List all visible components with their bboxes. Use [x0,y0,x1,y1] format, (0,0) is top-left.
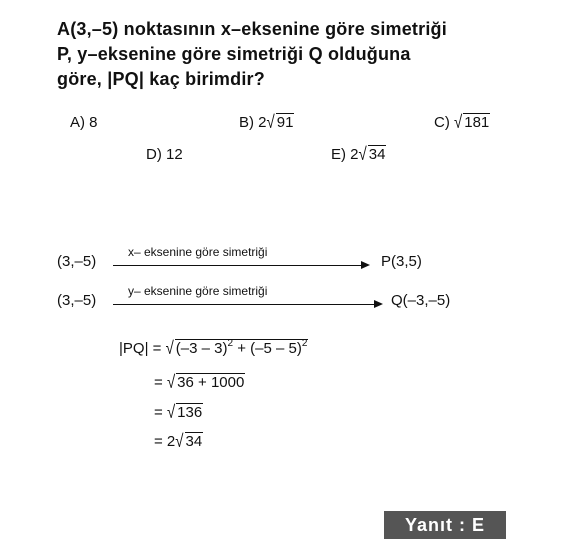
calc-eq-3: = [154,404,167,421]
calc-exp-1: 2 [227,338,234,349]
calc-term-1: (–3 – 3) [175,340,228,357]
question-line-3: göre, |PQ| kaç birimdir? [57,69,265,89]
calc-line-3 [154,404,203,421]
option-b-label: B) [239,114,259,131]
option-c [434,114,490,131]
calc-radicand-3: 136 [177,404,203,421]
option-c-label: C) [434,114,454,131]
step1-start: (3,–5) [57,253,97,270]
calc-term-2: + (–5 – 5) [233,340,302,357]
step2-arrow-label: y– eksenine göre simetriği [128,284,268,298]
calc-radical-2: √ 36 + 1000 [166,372,245,393]
step1-arrow-label: x– eksenine göre simetriği [128,245,268,259]
calc-radicand-2: 36 + 1000 [177,374,245,391]
calc-line-1 [119,340,308,357]
calc-eq-2: = [154,374,167,391]
calc-eq-4: = 2 [154,433,176,450]
calc-radical-1: √ (–3 – 3)$^2$ + (–5 – 5)$^2$ [165,338,308,359]
option-c-radicand: 181 [464,114,490,131]
option-b-radicand: 91 [276,114,294,131]
calc-lhs: |PQ| = [119,340,166,357]
step2-arrow [113,304,383,305]
calc-radical-4: √ 34 [175,431,203,452]
question-line-2: P, y–eksenine göre simetriği Q olduğuna [57,44,411,64]
question-line-1: A(3,–5) noktasının x–eksenine göre simetriği [57,19,447,39]
option-b [239,114,294,131]
option-e-radicand: 34 [368,146,386,163]
step1-arrow [113,265,370,266]
option-b-coef: 2 [258,114,267,131]
option-b-radical: √ 91 [266,112,294,133]
calc-line-2 [154,374,245,391]
step2-result: Q(–3,–5) [391,292,451,309]
calc-line-4 [154,433,203,450]
option-c-radical: √ 181 [454,112,490,133]
option-e [331,146,386,163]
answer-badge: Yanıt : E [384,511,506,539]
option-a-value: 8 [89,114,98,131]
option-d-label: D) [146,146,166,163]
option-a-label: A) [70,114,90,131]
option-e-coef: 2 [350,146,359,163]
calc-radical-3: √ 136 [166,402,203,423]
option-e-label: E) [331,146,351,163]
step2-start: (3,–5) [57,292,97,309]
calc-exp-2: 2 [301,338,308,349]
arrow-head-icon [374,300,383,308]
option-a [70,114,98,131]
arrow-head-icon [361,261,370,269]
calc-radicand-4: 34 [185,433,203,450]
step1-result: P(3,5) [381,253,422,270]
option-e-radical: √ 34 [358,144,386,165]
option-d-value: 12 [166,146,183,163]
option-d [146,146,183,163]
